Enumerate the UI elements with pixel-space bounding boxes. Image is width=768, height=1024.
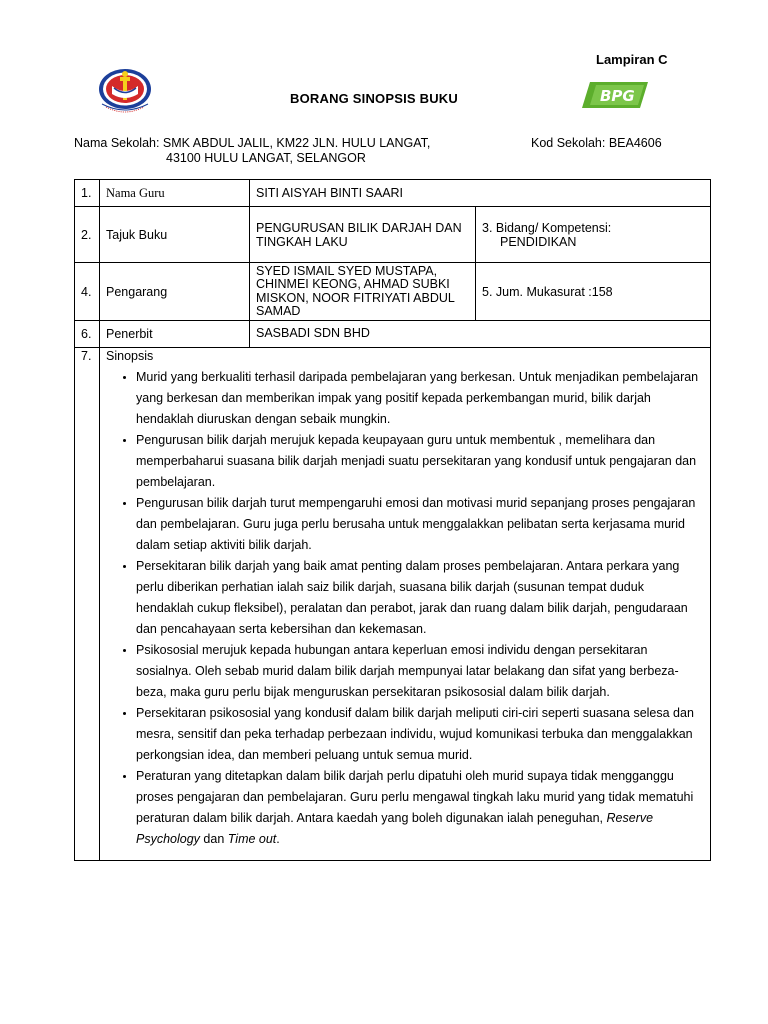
synopsis-bullet: • Persekitaran bilik darjah yang baik amat penting dalam proses pembelajaran. Antara perkara yang perlu diberikan perhatian ialah saiz bilik darjah, suasana bilik darjah (susunan tempat duduk hendaklah cukup fleksibel), peralatan dan perabot, jarak dan ruang dalam bilik darjah, pengudaraan dan pencahayaan serta kebersihan dan kekemasan. xyxy=(136,556,702,640)
synopsis-bullet: • Murid yang berkualiti terhasil daripada pembelajaran yang berkesan. Untuk menjadikan pembelajaran yang berkesan dan memberikan impak yang positif kepada perkembangan murid, bilik darjah hendaklah diuruskan dengan sebaik mungkin. xyxy=(136,367,702,430)
publisher-label: Penerbit xyxy=(100,321,250,348)
field-competency-value: PENDIDIKAN xyxy=(500,235,577,249)
reserve-psychology-term: Reserve Psychology xyxy=(136,811,654,846)
row-publisher xyxy=(75,321,711,348)
row-teacher-name xyxy=(75,180,711,207)
synopsis-last-text: Peraturan yang ditetapkan dalam bilik darjah perlu dipatuhi oleh murid supaya tidak mengganggu proses pengajaran dan pembelajaran. Guru perlu mengawal tingkah laku murid yang tidak mematuhi peraturan dalam bilik darjah. Antara kaedah yang boleh digunakan ialah peneguhan, xyxy=(136,769,694,825)
publisher-value: SASBADI SDN BHD xyxy=(250,321,711,348)
author-value: SYED ISMAIL SYED MUSTAPA, CHINMEI KEONG, AHMAD SUBKI MISKON, NOOR FITRIYATI ABDUL SAMAD xyxy=(250,263,476,321)
synopsis-form-table xyxy=(74,179,711,861)
row-book-title xyxy=(75,207,711,263)
author-label: Pengarang xyxy=(100,263,250,321)
synopsis-label: Sinopsis xyxy=(106,349,154,363)
row-number: 6. xyxy=(75,321,100,348)
synopsis-bullet: • Pengurusan bilik darjah merujuk kepada keupayaan guru untuk membentuk , memelihara dan memperbaharui suasana bilik darjah menjadi suatu persekitaran yang kondusif untuk pengajaran dan pembelajaran. xyxy=(136,430,702,493)
teacher-name-value: SITI AISYAH BINTI SAARI xyxy=(250,180,711,207)
synopsis-list xyxy=(106,367,702,850)
page-count: 5. Jum. Mukasurat :158 xyxy=(476,263,711,321)
synopsis-cell xyxy=(100,348,711,861)
ministry-logo xyxy=(96,66,158,116)
conjunction: dan xyxy=(203,832,225,846)
field-competency-cell xyxy=(476,207,711,263)
time-out-term: Time out xyxy=(227,832,277,846)
lampiran-label: Lampiran C xyxy=(596,52,668,67)
period: . xyxy=(276,832,280,846)
row-number: 1. xyxy=(75,180,100,207)
synopsis-bullet: • Persekitaran psikososial yang kondusif dalam bilik darjah meliputi ciri-ciri seperti suasana selesa dan mesra, sensitif dan peka terhadap perbezaan individu, wujud komunikasi terbuka dan menggalakkan perkongsian idea, dan memberi peluang untuk semua murid. xyxy=(136,703,702,766)
school-name-line1: Nama Sekolah: SMK ABDUL JALIL, KM22 JLN. HULU LANGAT, xyxy=(74,136,431,150)
synopsis-bullet: • Pengurusan bilik darjah turut mempengaruhi emosi dan motivasi murid sepanjang proses pengajaran dan pembelajaran. Guru juga perlu berusaha untuk menggalakkan pelibatan serta kerjasama murid dalam setiap aktiviti bilik darjah. xyxy=(136,493,702,556)
row-number: 2. xyxy=(75,207,100,263)
school-name-line2: 43100 HULU LANGAT, SELANGOR xyxy=(166,151,366,165)
row-number: 4. xyxy=(75,263,100,321)
bpg-logo xyxy=(582,80,650,110)
school-code: Kod Sekolah: BEA4606 xyxy=(531,136,662,150)
field-competency-label: 3. Bidang/ Kompetensi: xyxy=(482,221,612,235)
teacher-name-label: Nama Guru xyxy=(100,180,250,207)
row-author xyxy=(75,263,711,321)
row-number: 7. xyxy=(75,348,100,861)
svg-text:BPG: BPG xyxy=(600,87,635,105)
row-synopsis xyxy=(75,348,711,861)
form-title: BORANG SINOPSIS BUKU xyxy=(290,91,458,106)
book-title-label: Tajuk Buku xyxy=(100,207,250,263)
book-title-value: PENGURUSAN BILIK DARJAH DAN TINGKAH LAKU xyxy=(250,207,476,263)
synopsis-bullet-last xyxy=(136,766,702,850)
synopsis-bullet: • Psikososial merujuk kepada hubungan antara keperluan emosi individu dengan persekitaran sosialnya. Oleh sebab murid dalam bilik darjah mempunyai latar belakang dan sifat yang berbeza-beza, maka guru perlu bijak menguruskan persekitaran psikososial dalam bilik darjah. xyxy=(136,640,702,703)
